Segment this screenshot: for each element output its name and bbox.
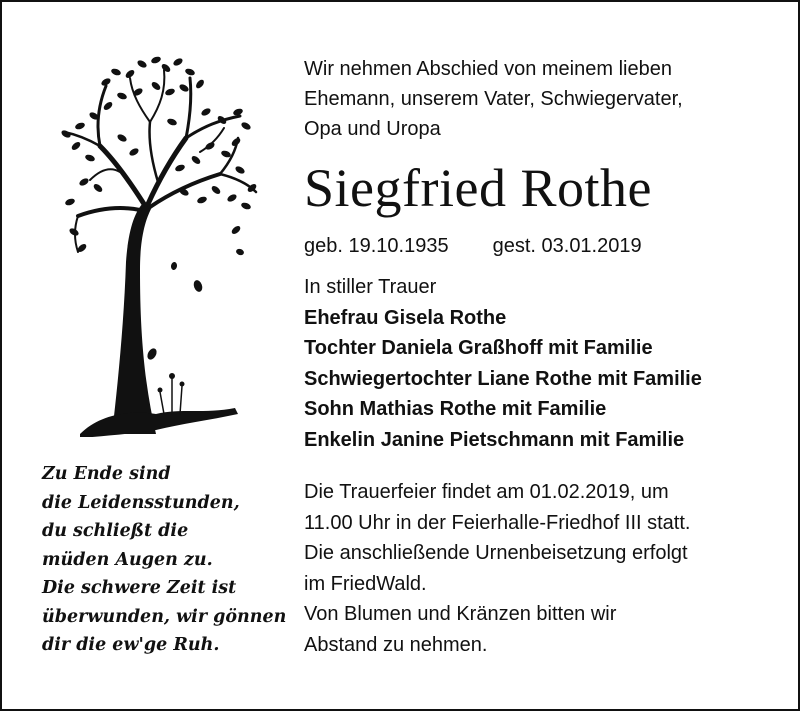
funeral-line: Abstand zu nehmen. — [304, 633, 488, 656]
verse-line: Zu Ende sind — [42, 464, 171, 484]
memorial-verse — [42, 460, 304, 660]
death-date: gest. 03.01.2019 — [492, 235, 642, 257]
mourning-intro: In stiller Trauer — [304, 276, 437, 298]
intro-line: Ehemann, unserem Vater, Schwiegervater, — [304, 88, 683, 110]
funeral-line: Von Blumen und Kränzen bitten wir — [304, 603, 617, 625]
verse-line: Die schwere Zeit ist — [42, 578, 237, 598]
verse-line: dir die ew'ge Ruh. — [42, 635, 220, 655]
obituary-text — [304, 54, 774, 660]
mourners-section — [304, 272, 774, 455]
mourner-line: Enkelin Janine Pietschmann mit Familie — [304, 428, 685, 451]
farewell-intro — [304, 54, 774, 144]
verse-line: du schließt die — [42, 521, 189, 541]
funeral-line: Die anschließende Urnenbeisetzung erfolgt — [304, 542, 688, 564]
funeral-line: Die Trauerfeier findet am 01.02.2019, um — [304, 481, 669, 503]
intro-line: Opa und Uropa — [304, 118, 441, 140]
mourner-line: Sohn Mathias Rothe mit Familie — [304, 398, 607, 420]
verse-line: die Leidensstunden, — [42, 492, 240, 513]
verse-line: überwunden, wir gönnen — [42, 606, 287, 627]
funeral-line: im FriedWald. — [304, 572, 427, 595]
mourner-line: Schwiegertochter Liane Rothe mit Familie — [304, 367, 702, 390]
mourner-line: Ehefrau Gisela Rothe — [304, 306, 507, 329]
intro-line: Wir nehmen Abschied von meinem lieben — [304, 58, 672, 80]
birth-date: geb. 19.10.1935 — [304, 235, 449, 257]
funeral-line: 11.00 Uhr in der Feierhalle-Friedhof III statt. — [304, 511, 691, 534]
mourner-line: Tochter Daniela Graßhoff mit Familie — [304, 337, 653, 359]
verse-line: müden Augen zu. — [42, 549, 213, 570]
deceased-name: Siegfried Rothe — [304, 158, 652, 218]
funeral-info — [304, 477, 774, 660]
tree-icon — [60, 42, 260, 437]
life-dates — [304, 232, 774, 260]
